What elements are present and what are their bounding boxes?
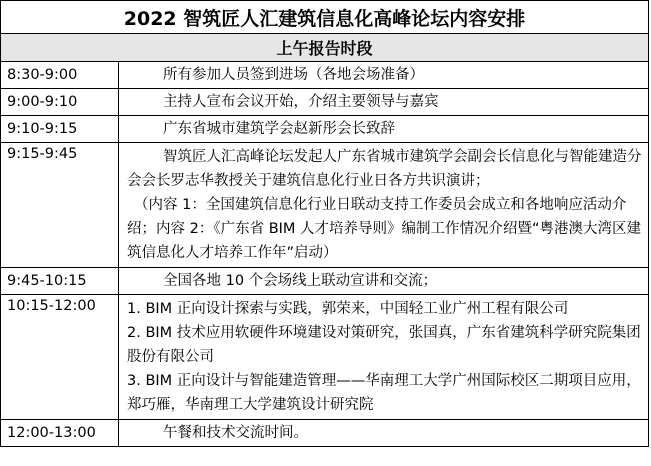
content-line: 午餐和技术交流时间。	[163, 425, 308, 441]
time-cell: 8:30-9:00	[1, 62, 119, 89]
table-row	[1, 116, 649, 143]
content-cell	[119, 89, 649, 116]
content-line: 全国各地 10 个会场线上联动宣讲和交流；	[163, 273, 438, 289]
content-cell	[119, 143, 649, 268]
content-cell	[119, 268, 649, 295]
table-row	[1, 89, 649, 116]
time-cell: 9:15-9:45	[1, 143, 119, 268]
table-row	[1, 420, 649, 447]
time-cell: 9:45-10:15	[1, 268, 119, 295]
content-line: （内容 1：全国建筑信息化行业日联动支持工作委员会成立和各地响应活动介绍；内容 2：《广东省 BIM 人才培养导则》编制工作情况介绍暨“粤港澳大湾区建筑信息化人才培养工作年”启动）	[127, 197, 642, 261]
content-cell	[119, 420, 649, 447]
content-line: 主持人宣布会议开始，介绍主要领导与嘉宾	[163, 94, 439, 110]
table-row	[1, 268, 649, 295]
time-cell: 12:00-13:00	[1, 420, 119, 447]
time-cell: 9:00-9:10	[1, 89, 119, 116]
section-header-morning: 上午报告时段	[1, 34, 649, 62]
content-line: 广东省城市建筑学会赵新彤会长致辞	[163, 121, 395, 137]
table-row	[1, 295, 649, 420]
time-cell: 9:10-9:15	[1, 116, 119, 143]
content-line: 2. BIM 技术应用软硬件环境建设对策研究，张国真，广东省建筑科学研究院集团股份有限公司	[127, 325, 641, 365]
time-cell: 10:15-12:00	[1, 295, 119, 420]
content-cell	[119, 116, 649, 143]
content-line: 智筑匠人汇高峰论坛发起人广东省城市建筑学会副会长信息化与智能建造分会会长罗志华教授关于建筑信息化行业日各方共识演讲；	[127, 149, 642, 189]
content-line: 所有参加人员签到进场（各地会场准备）	[163, 67, 424, 83]
content-cell	[119, 62, 649, 89]
document-title: 2022 智筑匠人汇建筑信息化高峰论坛内容安排	[1, 1, 649, 34]
content-line: 1. BIM 正向设计探索与实践，郭荣来，中国轻工业广州工程有限公司	[127, 301, 569, 317]
table-row	[1, 62, 649, 89]
table-row	[1, 143, 649, 268]
content-cell	[119, 295, 649, 420]
content-line: 3. BIM 正向设计与智能建造管理——华南理工大学广州国际校区二期项目应用，郑巧雁，华南理工大学建筑设计研究院	[127, 373, 641, 413]
